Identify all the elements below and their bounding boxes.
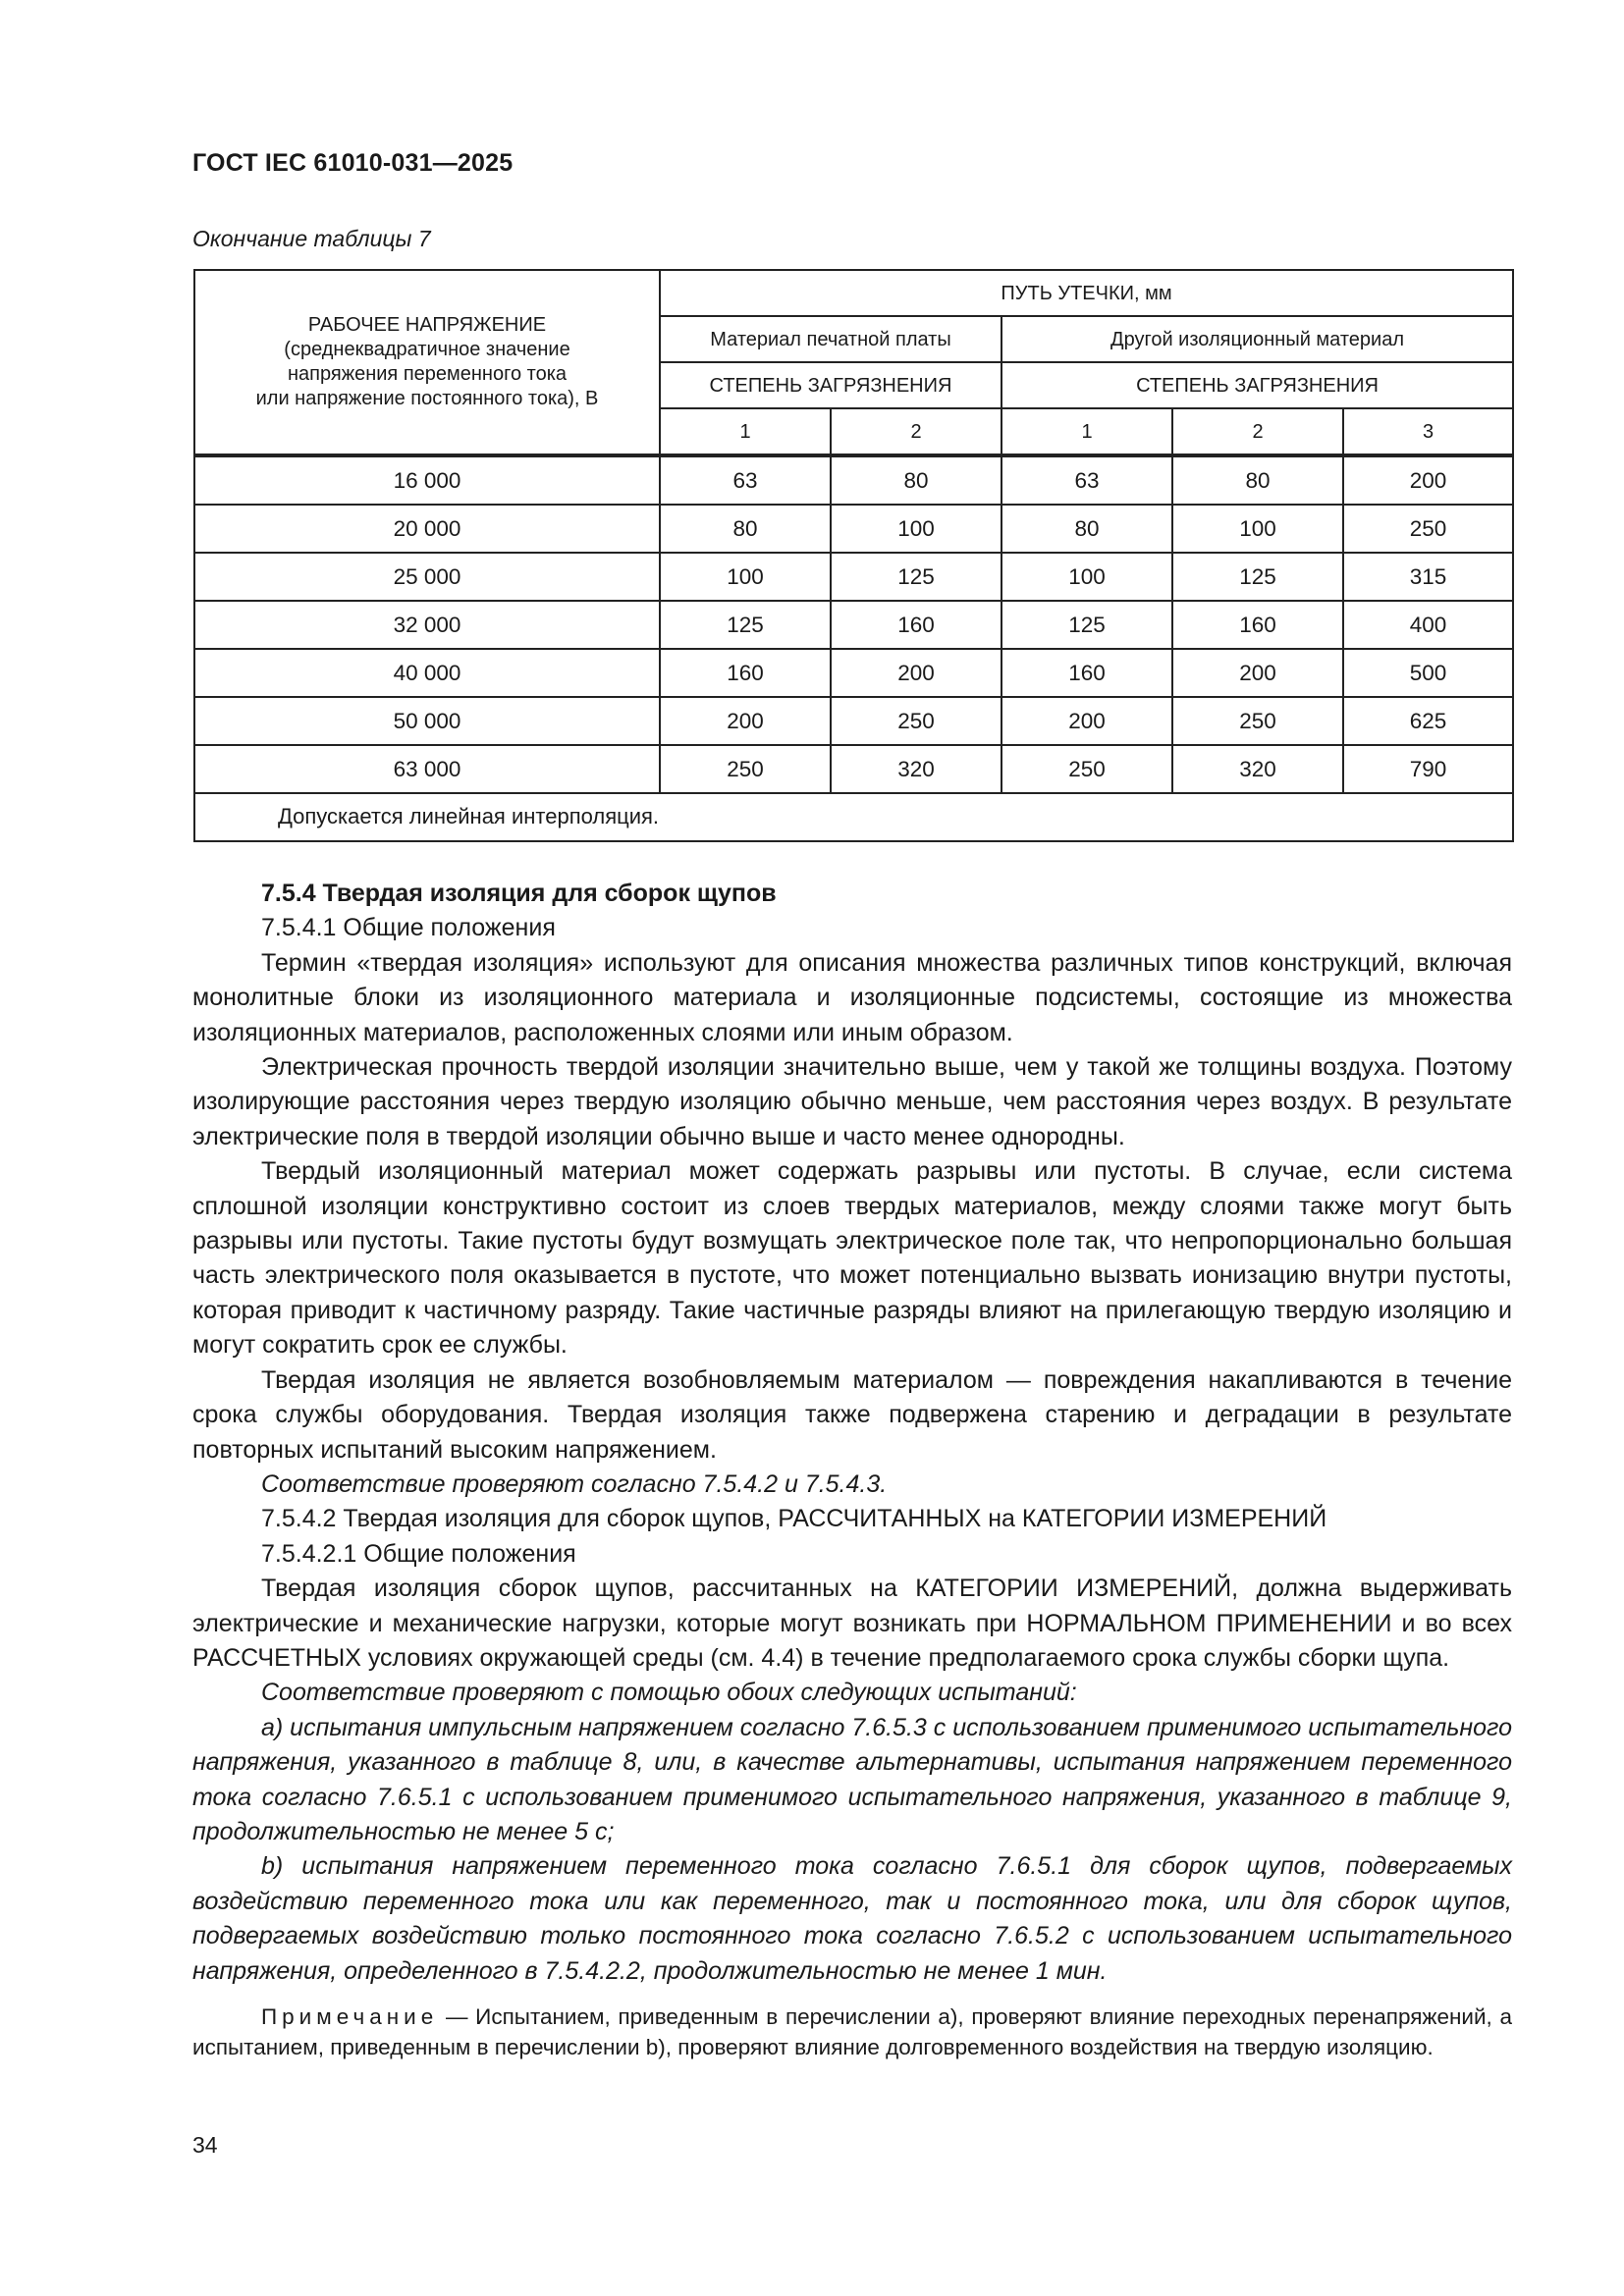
table-row [194,601,1513,649]
working-voltage-header: РАБОЧЕЕ НАПРЯЖЕНИЕ (среднеквадратичное значение напряжения переменного тока или напряжение постоянного тока), В [194,270,660,455]
table-cell: 250 [1001,745,1172,793]
table-row [194,649,1513,697]
table-cell: 250 [1343,505,1513,553]
body-text [192,877,1512,2062]
table-cell: 16 000 [194,455,660,505]
degree-cell: 3 [1343,408,1513,455]
table-cell: 500 [1343,649,1513,697]
table-cell: 250 [660,745,831,793]
degree-cell: 2 [831,408,1001,455]
table-cell: 250 [1172,697,1343,745]
table-cell: 50 000 [194,697,660,745]
degree-cell: 1 [1001,408,1172,455]
note-label: Примечание [261,2004,439,2029]
table-cell: 80 [831,455,1001,505]
compliance-paragraph: Соответствие проверяют с помощью обоих следующих испытаний: [261,1679,1077,1707]
table-cell: 400 [1343,601,1513,649]
table-cell: 200 [1172,649,1343,697]
table-cell: 25 000 [194,553,660,601]
table-cell: 320 [1172,745,1343,793]
table-cell: 125 [1172,553,1343,601]
table-cell: 20 000 [194,505,660,553]
table-row [194,745,1513,793]
table-cell: 200 [660,697,831,745]
pcb-material-header: Материал печатной платы [660,316,1001,362]
paragraph: Твердая изоляция сборок щупов, рассчитанных на КАТЕГОРИИ ИЗМЕРЕНИЙ, должна выдерживать электрические и механические нагрузки, которые могут возникать при НОРМАЛЬНОМ ПРИМЕНЕНИИ и во всех РАССЧЕТНЫХ условиях окружающей среды (см. 4.4) в течение предполагаемого срока службы сборки щупа. [192,1575,1512,1672]
paragraph: Твердая изоляция не является возобновляемым материалом — повреждения накапливаются в течение срока службы оборудования. Твердая изоляция также подвержена старению и деградации в результате повторных испытаний высоким напряжением. [192,1365,1512,1464]
table-cell: 100 [1172,505,1343,553]
note-paragraph [192,2002,1512,2062]
pollution-degree-header: СТЕПЕНЬ ЗАГРЯЗНЕНИЯ [1001,362,1513,408]
creepage-table [193,269,1514,842]
table-cell: 100 [1001,553,1172,601]
table-cell: 160 [1172,601,1343,649]
table-cell: 790 [1343,745,1513,793]
creepage-header: ПУТЬ УТЕЧКИ, мм [660,270,1513,316]
paragraph: Твердый изоляционный материал может содержать разрывы или пустоты. В случае, если система сплошной изоляции конструктивно состоит из слоев твердых материалов, между слоями также могут быть разрывы или пустоты. Такие пустоты будут возмущать электрическое поле так, что непропорционально большая часть электрического поля оказывается в пустоте, что может потенциально вызвать ионизацию внутри пустоты, которая приводит к частичному разряду. Такие частичные разряды влияют на прилегающую твердую изоляцию и могут сократить срок ее службы. [192,1157,1512,1360]
table-note: Допускается линейная интерполяция. [194,793,1513,841]
paragraph: Электрическая прочность твердой изоляции значительно выше, чем у такой же толщины воздуха. Поэтому изолирующие расстояния через твердую изоляцию обычно меньше, чем расстояния через воздух. В результате электрические поля в твердой изоляции обычно выше и часто менее однородны. [192,1053,1512,1150]
table-cell: 200 [831,649,1001,697]
table-cell: 100 [660,553,831,601]
table-row [194,505,1513,553]
table-cell: 100 [831,505,1001,553]
pollution-degree-header: СТЕПЕНЬ ЗАГРЯЗНЕНИЯ [660,362,1001,408]
table-cell: 125 [1001,601,1172,649]
table-cell: 200 [1001,697,1172,745]
table-cell: 625 [1343,697,1513,745]
degree-cell: 1 [660,408,831,455]
table-row [194,697,1513,745]
table-cell: 160 [1001,649,1172,697]
table-cell: 320 [831,745,1001,793]
compliance-paragraph: Соответствие проверяют согласно 7.5.4.2 и 7.5.4.3. [261,1469,888,1498]
table-cell: 63 000 [194,745,660,793]
table-cell: 63 [660,455,831,505]
table-cell: 80 [1001,505,1172,553]
subsection-heading: 7.5.4.2.1 Общие положения [261,1539,576,1568]
document-header: ГОСТ IEC 61010-031—2025 [192,149,514,177]
table-cell: 125 [831,553,1001,601]
table-cell: 125 [660,601,831,649]
table-cell: 200 [1343,455,1513,505]
table-cell: 80 [660,505,831,553]
table-row [194,455,1513,505]
note-text: — Испытанием, приведенным в перечислении a), проверяют влияние переходных перенапряжений, а испытанием, приведенным в перечислении b), проверяют влияние долговременного воздействия на твердую изоляцию. [192,2004,1512,2059]
list-item: a) испытания импульсным напряжением согласно 7.6.5.3 с использованием применимого испытательного напряжения, указанного в таблице 8, или, в качестве альтернативы, испытания напряжением переменного тока согласно 7.6.5.1 с использованием применимого испытательного напряжения, указанного в таблице 9, продолжительностью не менее 5 с; [192,1713,1512,1845]
table-caption: Окончание таблицы 7 [192,226,431,251]
table-cell: 315 [1343,553,1513,601]
page-number: 34 [192,2132,218,2158]
table-cell: 32 000 [194,601,660,649]
table-cell: 40 000 [194,649,660,697]
table-cell: 250 [831,697,1001,745]
subsection-heading: 7.5.4.1 Общие положения [261,914,556,942]
table-cell: 63 [1001,455,1172,505]
table-cell: 80 [1172,455,1343,505]
table-cell: 160 [660,649,831,697]
section-heading: 7.5.4 Твердая изоляция для сборок щупов [261,880,777,907]
degree-cell: 2 [1172,408,1343,455]
other-material-header: Другой изоляционный материал [1001,316,1513,362]
table-row [194,553,1513,601]
table-cell: 160 [831,601,1001,649]
list-item: b) испытания напряжением переменного тока согласно 7.6.5.1 для сборок щупов, подвергаемых воздействию переменного тока или как переменного, так и постоянного тока, или для сборок щупов, подвергаемых воздействию только постоянного тока согласно 7.6.5.2 с использованием испытательного напряжения, определенного в 7.5.4.2.2, продолжительностью не менее 1 мин. [192,1852,1512,1985]
subsection-heading: 7.5.4.2 Твердая изоляция для сборок щупов, РАССЧИТАННЫХ на КАТЕГОРИИ ИЗМЕРЕНИЙ [261,1505,1327,1533]
paragraph: Термин «твердая изоляция» используют для описания множества различных типов конструкций, включая монолитные блоки из изоляционного материала и изоляционные подсистемы, состоящие из множества изоляционных материалов, расположенных слоями или иным образом. [192,948,1512,1046]
